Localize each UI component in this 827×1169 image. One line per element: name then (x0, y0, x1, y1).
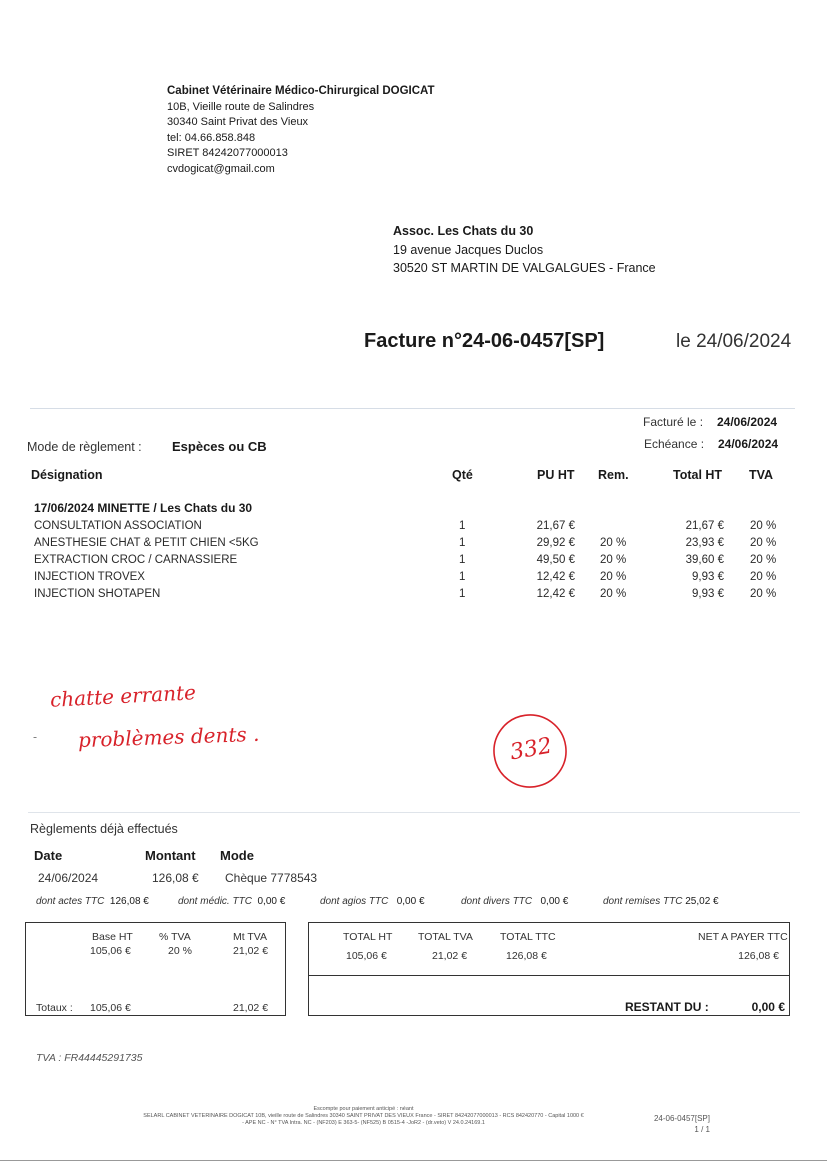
row-pu: 12,42 € (536, 588, 575, 600)
table-row (0, 571, 827, 588)
total-tva-label: TOTAL TVA (418, 931, 473, 943)
facture-le-value: 24/06/2024 (717, 415, 778, 429)
restant-du-label: RESTANT DU : (625, 1000, 709, 1014)
recipient-address2: 30520 ST MARTIN DE VALGALGUES - France (393, 261, 656, 275)
row-qte: 1 (459, 588, 466, 600)
total-ttc-value: 126,08 € (506, 950, 547, 962)
visit-group-title: 17/06/2024 MINETTE / Les Chats du 30 (34, 501, 253, 515)
sender-siret: SIRET 84242077000013 (167, 147, 288, 159)
totaux-label: Totaux : (36, 1002, 73, 1014)
tva-base-value: 105,06 € (90, 945, 131, 957)
handwritten-note-line1: chatte errante (49, 680, 197, 712)
footer-page-number: 1 / 1 (694, 1125, 710, 1134)
scan-edge-line (0, 1160, 827, 1161)
total-ht-value: 105,06 € (346, 950, 387, 962)
row-total: 9,93 € (692, 571, 724, 583)
sender-address1: 10B, Vieille route de Salindres (167, 100, 315, 113)
invoice-title: Facture n°24-06-0457[SP] (364, 330, 605, 352)
row-qte: 1 (459, 554, 466, 566)
row-pu: 49,50 € (536, 554, 575, 566)
sender-block (167, 84, 435, 177)
detail-divers (461, 896, 568, 907)
footer-registration: - APE NC - N° TVA Intra. NC - (NF203) E 363-5- (NF525) B 0515-4 -JoR2 - (dr.veto) V 24.0.24169.1 (242, 1120, 485, 1126)
row-tva: 20 % (750, 588, 777, 600)
row-pu: 21,67 € (536, 520, 575, 532)
row-rem: 20 % (600, 588, 627, 600)
recipient-address1: 19 avenue Jacques Duclos (393, 242, 544, 257)
circled-number-stamp (492, 711, 570, 791)
detail-label: dont actes TTC (36, 896, 105, 907)
footer-invoice-ref: 24-06-0457[SP] (653, 1114, 710, 1123)
detail-value: 25,02 € (685, 896, 719, 907)
reglements-header-montant: Montant (145, 848, 196, 863)
detail-label: dont divers TTC (461, 896, 533, 907)
col-header-pu: PU HT (537, 468, 575, 482)
row-rem: 20 % (600, 571, 627, 583)
footer-reference (640, 1113, 710, 1135)
totaux-mt: 21,02 € (233, 1002, 269, 1014)
row-designation: INJECTION SHOTAPEN (34, 588, 161, 600)
reglement-date: 24/06/2024 (38, 871, 99, 885)
col-header-total: Total HT (673, 468, 723, 482)
detail-agios (320, 896, 425, 907)
divider (28, 812, 800, 813)
row-designation: EXTRACTION CROC / CARNASSIERE (34, 554, 238, 566)
detail-actes (36, 896, 149, 907)
margin-dash: - (33, 730, 38, 744)
table-row (0, 537, 827, 554)
row-qte: 1 (459, 537, 466, 549)
reglements-title: Règlements déjà effectués (30, 822, 178, 836)
total-tva-value: 21,02 € (432, 950, 468, 962)
row-tva: 20 % (750, 554, 777, 566)
tva-pct-label: % TVA (159, 931, 191, 943)
handwritten-note-line2: problèmes dents . (77, 721, 260, 753)
tva-intra-number: TVA : FR44445291735 (36, 1052, 143, 1064)
facture-le-label: Facturé le : (643, 415, 704, 429)
total-ht-label: TOTAL HT (343, 931, 393, 943)
totals-box (308, 922, 790, 1016)
divider (30, 408, 795, 409)
detail-label: dont remises TTC (603, 896, 683, 907)
detail-label: dont médic. TTC (178, 896, 252, 907)
tva-base-label: Base HT (92, 931, 133, 943)
col-header-tva: TVA (749, 468, 774, 482)
totals-divider (309, 975, 789, 976)
echeance-label: Echéance : (644, 437, 705, 451)
invoice-date: le 24/06/2024 (676, 331, 792, 352)
net-a-payer-value: 126,08 € (738, 950, 779, 962)
row-rem: 20 % (600, 554, 627, 566)
sender-address2: 30340 Saint Privat des Vieux (167, 116, 309, 128)
sender-name: Cabinet Vétérinaire Médico-Chirurgical DOGICAT (167, 85, 435, 97)
detail-value: 0,00 € (257, 896, 286, 907)
row-rem: 20 % (600, 537, 627, 549)
reglement-montant: 126,08 € (152, 871, 199, 885)
table-row (0, 588, 827, 605)
tva-summary-box (25, 922, 286, 1016)
row-designation: INJECTION TROVEX (34, 571, 145, 583)
reglements-header-mode: Mode (220, 848, 254, 863)
net-a-payer-label: NET A PAYER TTC (698, 931, 788, 943)
reglements-header-date: Date (34, 848, 63, 863)
row-qte: 1 (459, 571, 466, 583)
tva-mt-label: Mt TVA (233, 931, 268, 943)
sender-tel: tel: 04.66.858.848 (167, 131, 256, 144)
echeance-value: 24/06/2024 (718, 437, 779, 451)
table-row (0, 520, 827, 537)
row-tva: 20 % (750, 537, 777, 549)
detail-remises (603, 896, 719, 907)
tva-mt-value: 21,02 € (233, 945, 269, 957)
sender-email: cvdogicat@gmail.com (167, 162, 275, 175)
col-header-designation: Désignation (31, 468, 103, 482)
handwritten-number: 332 (508, 733, 554, 766)
row-tva: 20 % (750, 571, 777, 583)
recipient-block (393, 222, 656, 278)
row-qte: 1 (459, 520, 466, 532)
row-pu: 29,92 € (536, 537, 575, 549)
mode-reglement-value: Espèces ou CB (172, 439, 267, 454)
row-total: 21,67 € (685, 520, 724, 532)
table-row (0, 554, 827, 571)
row-designation: CONSULTATION ASSOCIATION (34, 520, 202, 532)
footer-company: SELARL CABINET VETERINAIRE DOGICAT 10B, vieille route de Salindres 30340 SAINT PRIVAT DES VIEUX France - SIRET 84242077000013 - RCS 842420770 - Capital 1000 € (143, 1113, 584, 1119)
row-pu: 12,42 € (536, 571, 575, 583)
row-designation: ANESTHESIE CHAT & PETIT CHIEN <5KG (34, 537, 259, 549)
detail-medic (178, 896, 285, 907)
col-header-rem: Rem. (598, 468, 629, 482)
row-tva: 20 % (750, 520, 777, 532)
detail-value: 126,08 € (109, 896, 149, 907)
row-total: 39,60 € (685, 554, 724, 566)
detail-label: dont agios TTC (320, 896, 389, 907)
col-header-qte: Qté (452, 468, 473, 482)
restant-du-value: 0,00 € (751, 1000, 785, 1014)
row-total: 23,93 € (685, 537, 724, 549)
detail-value: 0,00 € (396, 896, 425, 907)
row-total: 9,93 € (692, 588, 724, 600)
total-ttc-label: TOTAL TTC (500, 931, 556, 943)
footer-escompte: Escompte pour paiement anticipé : néant (313, 1106, 414, 1112)
recipient-name: Assoc. Les Chats du 30 (393, 224, 534, 238)
tva-pct-value: 20 % (168, 945, 192, 957)
mode-reglement-label: Mode de règlement : (27, 440, 142, 454)
totaux-base: 105,06 € (90, 1002, 131, 1014)
detail-value: 0,00 € (540, 896, 569, 907)
reglement-mode: Chèque 7778543 (225, 871, 318, 885)
